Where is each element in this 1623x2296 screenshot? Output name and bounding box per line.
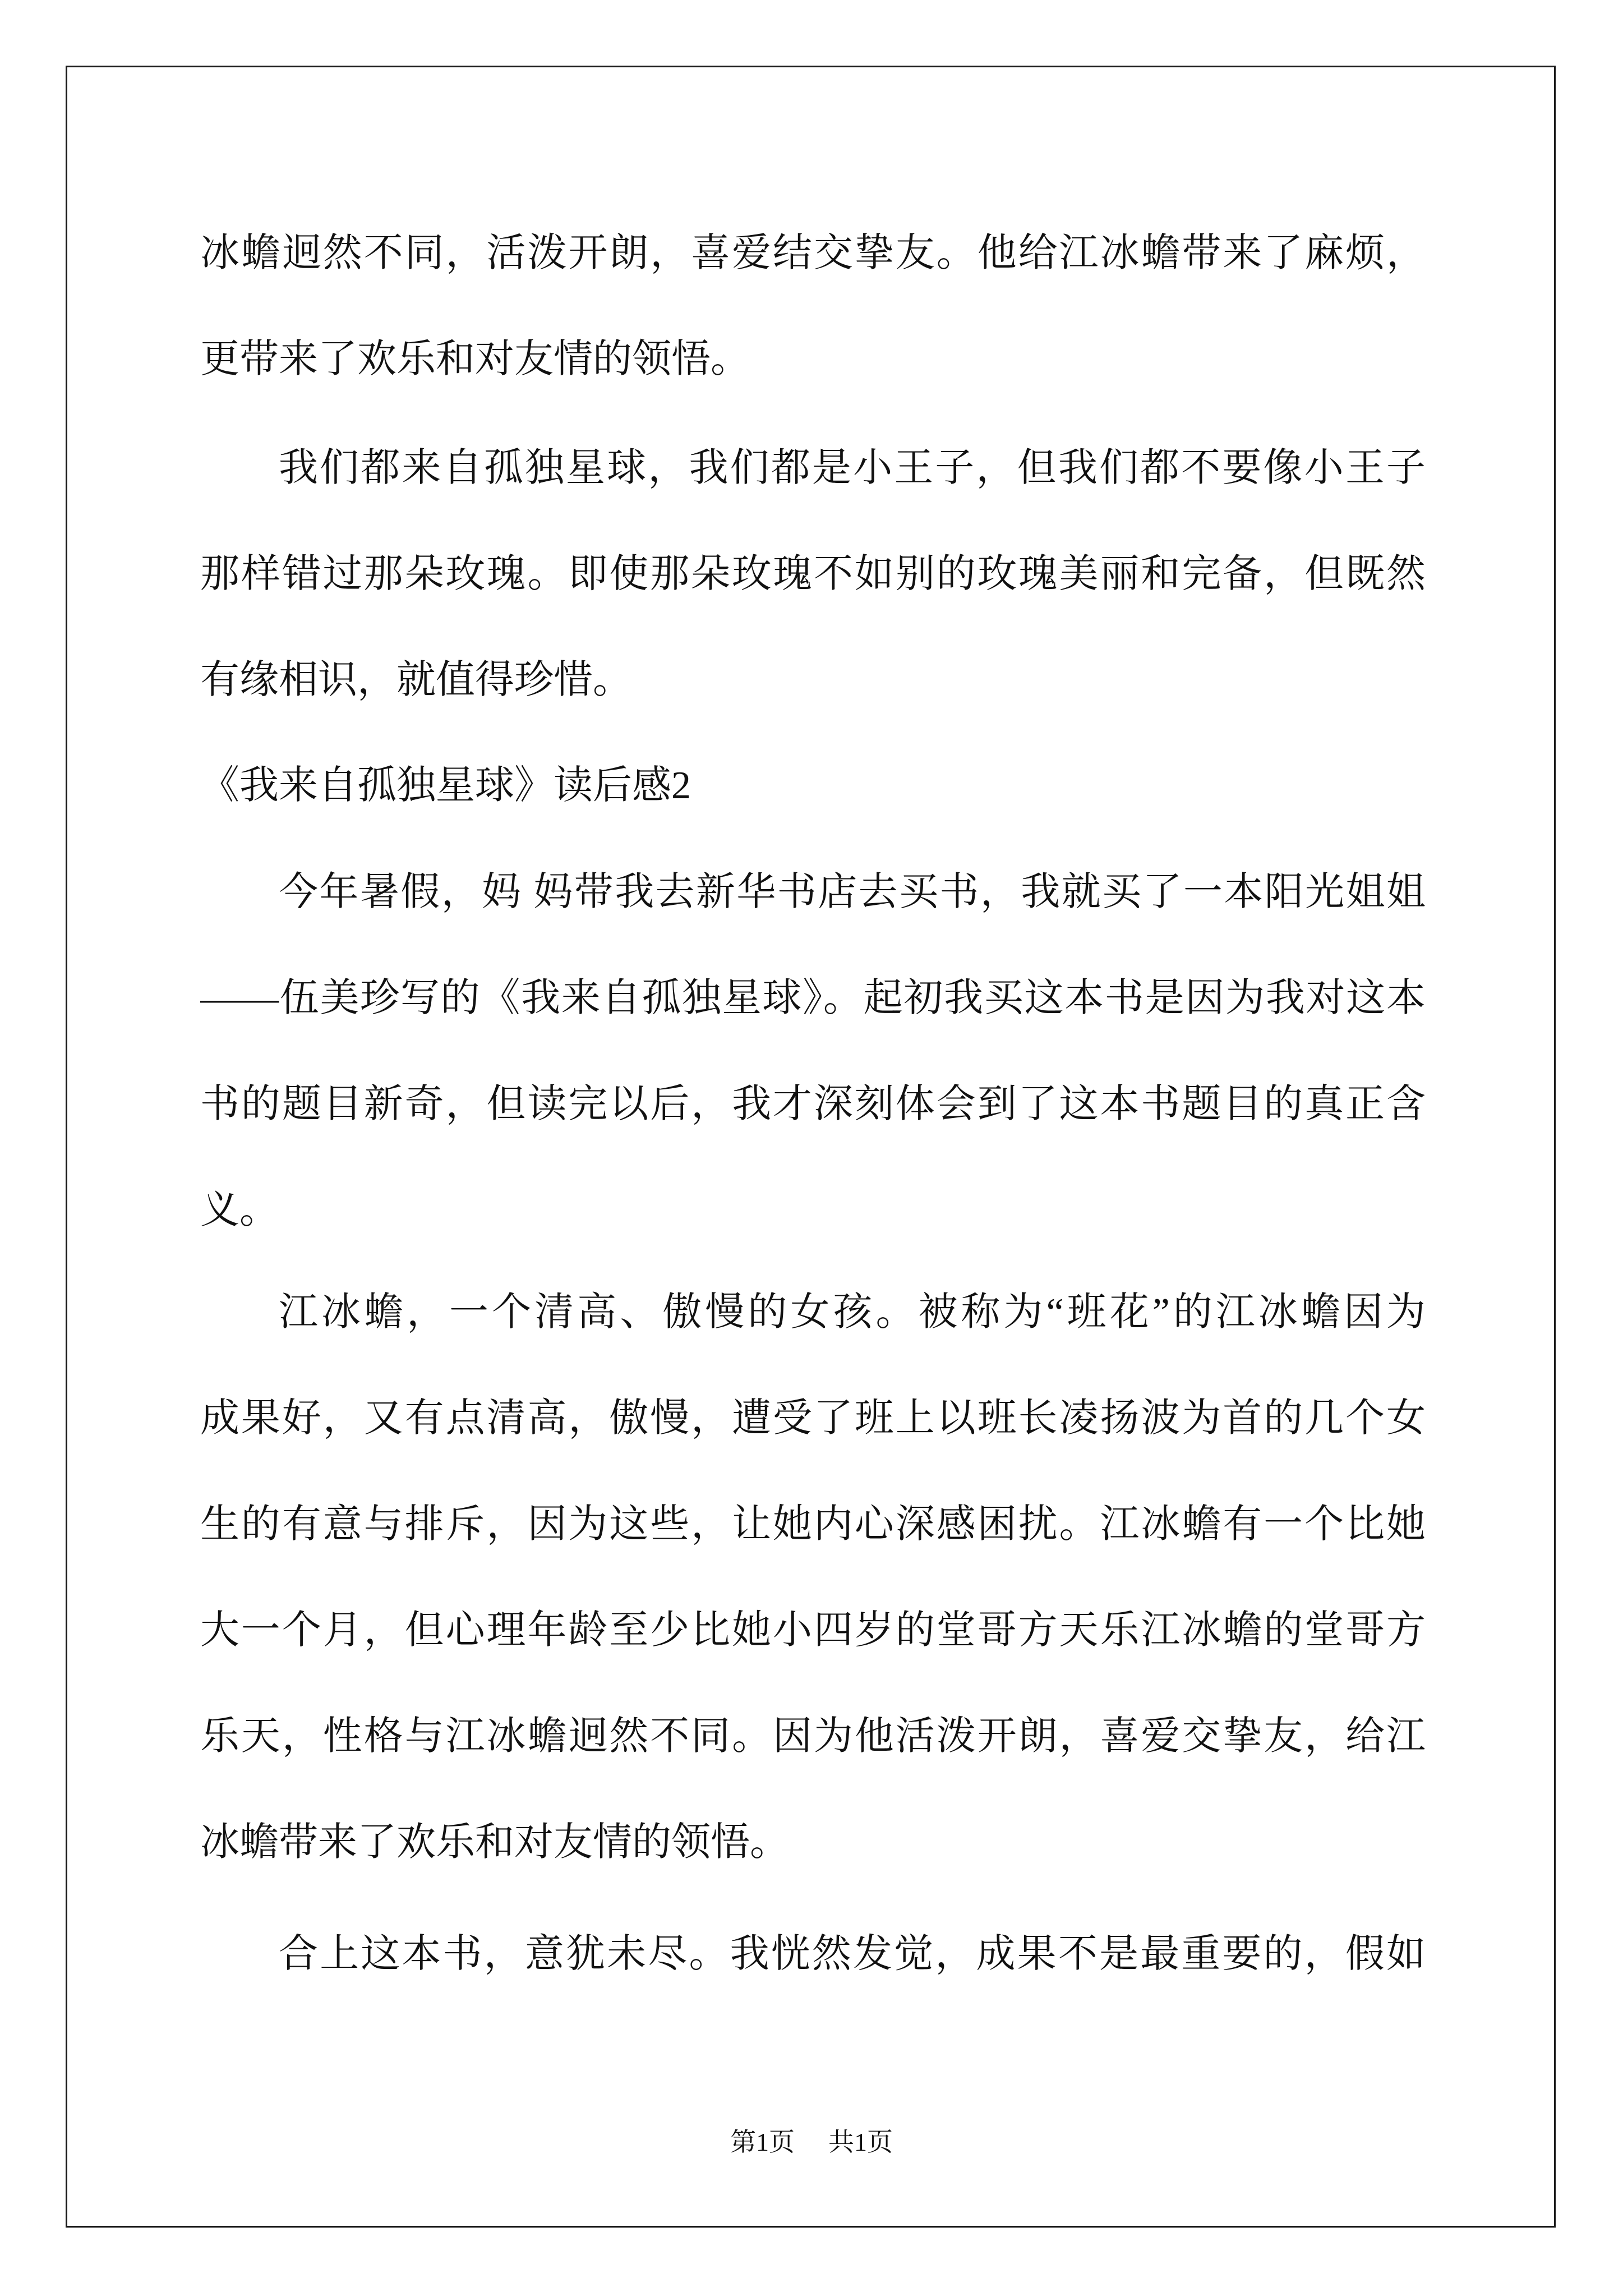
section-heading-text: 《我来自孤独星球》读后感2 (200, 764, 691, 807)
paragraph-line: 生的有意与排斥，因为这些，让她内心深感困扰。江冰蟾有一个比她 (200, 1503, 1426, 1546)
section-heading (200, 733, 1426, 839)
page-number: 第1页 (730, 2128, 795, 2156)
paragraph (200, 1259, 1426, 1895)
paragraph-line: ——伍美珍写的《我来自孤独星球》。起初我买这本书是因为我对这本 (200, 977, 1426, 1020)
paragraph-line: 大一个月，但心理年龄至少比她小四岁的堂哥方天乐江冰蟾的堂哥方 (200, 1609, 1426, 1652)
paragraph-line: 合上这本书，意犹未尽。我恍然发觉，成果不是最重要的，假如 (279, 1932, 1426, 1976)
page-total: 共1页 (828, 2128, 893, 2156)
paragraph-line: 今年暑假，妈 妈带我去新华书店去买书，我就买了一本阳光姐姐 (279, 871, 1426, 914)
paragraph (200, 839, 1426, 1263)
paragraph (200, 200, 1426, 412)
paragraph-line: 更带来了欢乐和对友情的领悟。 (200, 338, 750, 381)
paragraph-line: 书的题目新奇，但读完以后，我才深刻体会到了这本书题目的真正含 (200, 1083, 1426, 1126)
paragraph-line: 冰蟾迥然不同，活泼开朗，喜爱结交挚友。他给江冰蟾带来了麻烦， (200, 232, 1426, 275)
paragraph-line: 成果好，又有点清高，傲慢，遭受了班上以班长凌扬波为首的几个女 (200, 1397, 1426, 1440)
paragraph-line: 我们都来自孤独星球，我们都是小王子，但我们都不要像小王子 (279, 447, 1426, 490)
paragraph-line: 那样错过那朵玫瑰。即使那朵玫瑰不如别的玫瑰美丽和完备，但既然 (200, 553, 1426, 596)
paragraph-line: 有缘相识，就值得珍惜。 (200, 659, 632, 702)
paragraph-line: 冰蟾带来了欢乐和对友情的领悟。 (200, 1821, 789, 1864)
paragraph (200, 415, 1426, 733)
paragraph-line: 江冰蟾，一个清高、傲慢的女孩。被称为“班花”的江冰蟾因为 (279, 1291, 1426, 1334)
paragraph-line: 乐天，性格与江冰蟾迥然不同。因为他活泼开朗，喜爱交挚友，给江 (200, 1715, 1426, 1758)
page-footer (0, 2125, 1623, 2159)
paragraph-line: 义。 (200, 1189, 279, 1232)
paragraph (200, 1901, 1426, 2007)
